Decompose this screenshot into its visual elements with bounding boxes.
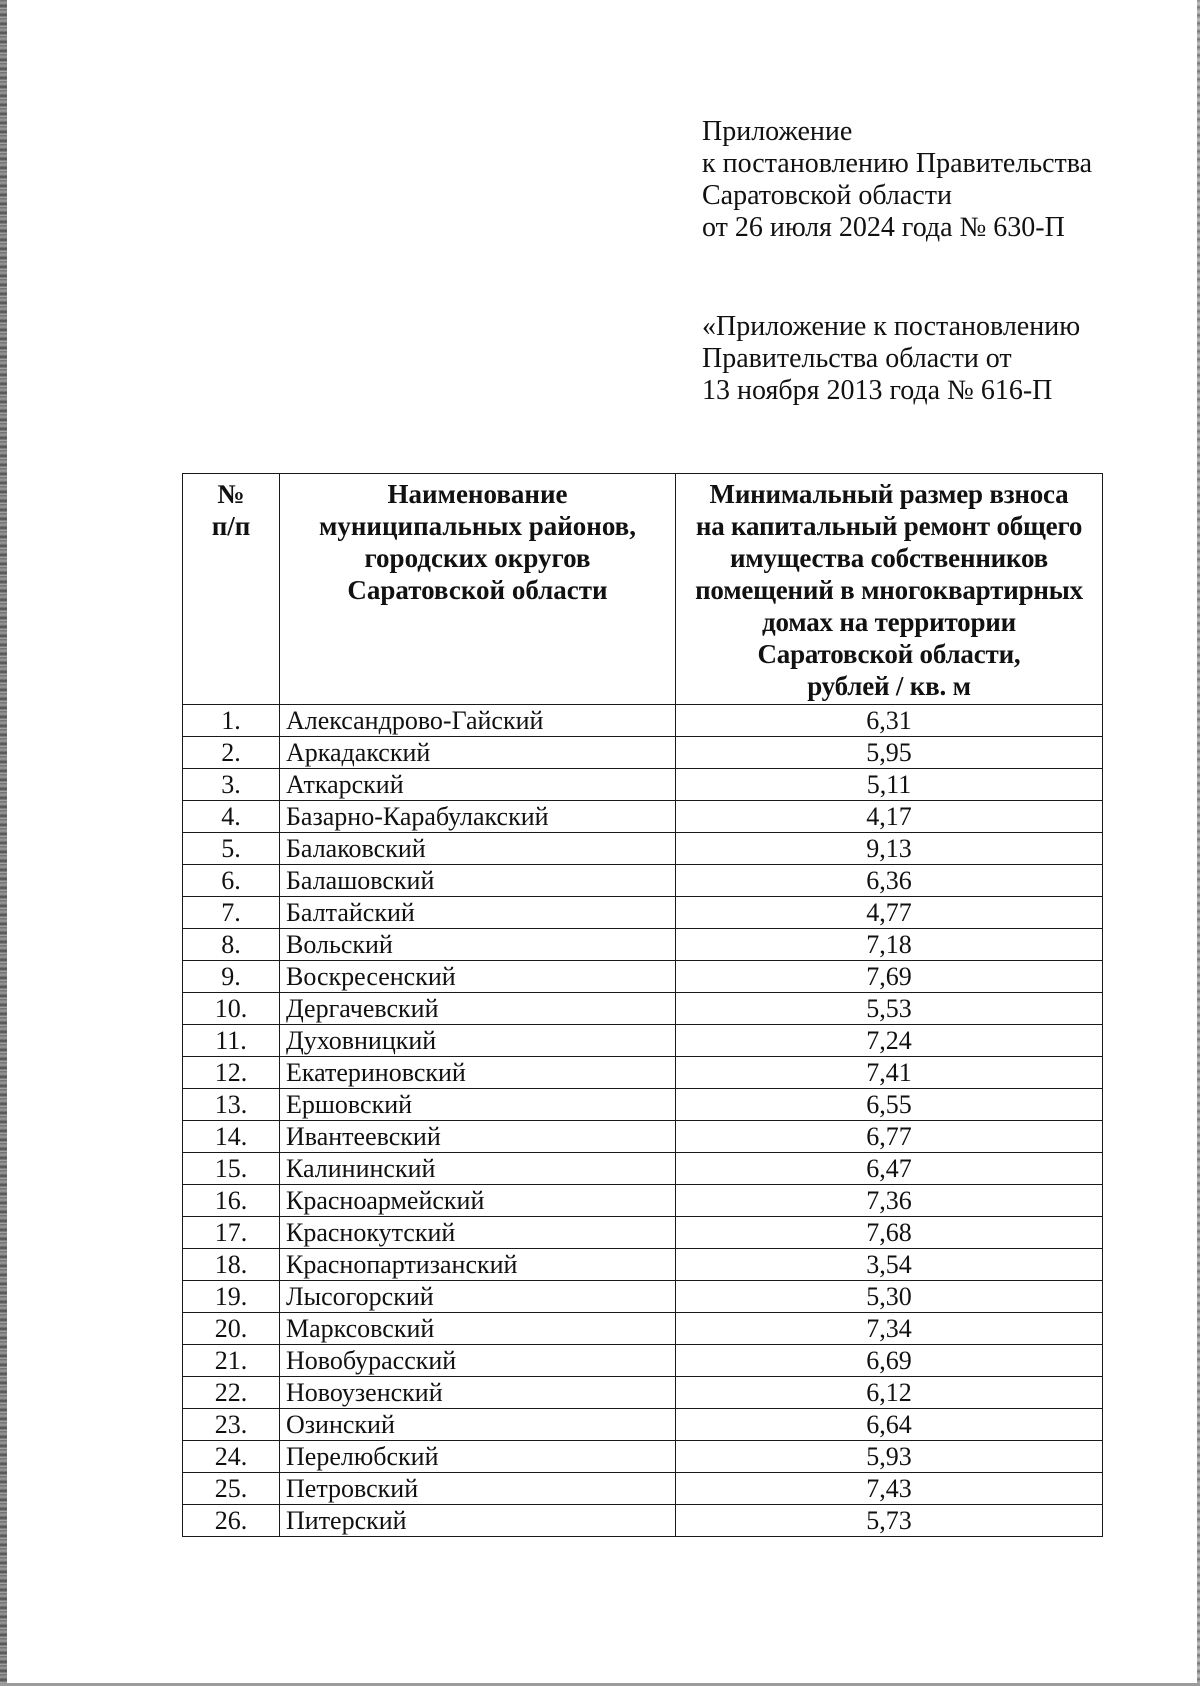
header-municipality-name (280, 474, 676, 705)
table-row (183, 1505, 1103, 1537)
row-rate: 6,12 (676, 1377, 1103, 1409)
row-rate: 7,18 (676, 929, 1103, 961)
row-municipality: Новобурасский (280, 1345, 676, 1377)
appendix-line-2: к постановлению Правительства (702, 148, 1093, 179)
row-number: 5. (183, 833, 280, 865)
row-municipality: Дергачевский (280, 993, 676, 1025)
row-number: 11. (183, 1025, 280, 1057)
row-municipality: Екатериновский (280, 1057, 676, 1089)
appendix-line-1: Приложение (702, 116, 853, 147)
row-rate: 5,11 (676, 769, 1103, 801)
table-row (183, 1025, 1103, 1057)
row-rate: 6,36 (676, 865, 1103, 897)
row-rate: 9,13 (676, 833, 1103, 865)
row-number: 12. (183, 1057, 280, 1089)
row-number: 9. (183, 961, 280, 993)
table-row (183, 833, 1103, 865)
row-number: 6. (183, 865, 280, 897)
table-row (183, 865, 1103, 897)
row-municipality: Базарно-Карабулакский (280, 801, 676, 833)
row-municipality: Питерский (280, 1505, 676, 1537)
row-municipality: Ершовский (280, 1089, 676, 1121)
row-number: 3. (183, 769, 280, 801)
header-name-line: Саратовской области (347, 575, 608, 605)
row-rate: 7,24 (676, 1025, 1103, 1057)
header-name-line: муниципальных районов, (318, 511, 636, 541)
table-row (183, 801, 1103, 833)
row-rate: 3,54 (676, 1249, 1103, 1281)
row-municipality: Калининский (280, 1153, 676, 1185)
row-municipality: Александрово-Гайский (280, 705, 676, 737)
row-rate: 6,69 (676, 1345, 1103, 1377)
table-row (183, 993, 1103, 1025)
table-row (183, 929, 1103, 961)
table-row (183, 1409, 1103, 1441)
row-number: 4. (183, 801, 280, 833)
row-number: 17. (183, 1217, 280, 1249)
header-name-line: Наименование (387, 479, 568, 509)
appendix-line-4: от 26 июля 2024 года № 630-П (702, 212, 1065, 243)
table-row (183, 737, 1103, 769)
row-municipality: Краснокутский (280, 1217, 676, 1249)
header-num-line: № (217, 479, 245, 509)
header-num-line: п/п (211, 511, 251, 541)
table-row (183, 705, 1103, 737)
row-municipality: Балаковский (280, 833, 676, 865)
row-rate: 6,77 (676, 1121, 1103, 1153)
row-municipality: Краснопартизанский (280, 1249, 676, 1281)
row-rate: 5,93 (676, 1441, 1103, 1473)
table-row (183, 1217, 1103, 1249)
table-row (183, 1185, 1103, 1217)
quote-line-2: Правительства области от (702, 343, 1012, 374)
row-number: 1. (183, 705, 280, 737)
row-municipality: Марксовский (280, 1313, 676, 1345)
row-number: 24. (183, 1441, 280, 1473)
table-row (183, 1153, 1103, 1185)
contribution-rates-table (182, 473, 1103, 1537)
row-rate: 7,41 (676, 1057, 1103, 1089)
row-rate: 5,30 (676, 1281, 1103, 1313)
row-municipality: Аркадакский (280, 737, 676, 769)
table-row (183, 1441, 1103, 1473)
row-rate: 6,55 (676, 1089, 1103, 1121)
row-municipality: Красноармейский (280, 1185, 676, 1217)
header-min-contribution (676, 474, 1103, 705)
row-number: 10. (183, 993, 280, 1025)
row-number: 18. (183, 1249, 280, 1281)
row-number: 8. (183, 929, 280, 961)
row-rate: 7,43 (676, 1473, 1103, 1505)
header-value-line: рублей / кв. м (807, 671, 971, 701)
header-value-line: Минимальный размер взноса (709, 479, 1069, 509)
row-rate: 7,36 (676, 1185, 1103, 1217)
row-number: 26. (183, 1505, 280, 1537)
table-body (183, 705, 1103, 1537)
row-number: 25. (183, 1473, 280, 1505)
header-value-line: домах на территории (762, 607, 1016, 637)
header-value-line: имущества собственников (729, 543, 1049, 573)
row-number: 19. (183, 1281, 280, 1313)
row-municipality: Духовницкий (280, 1025, 676, 1057)
quote-line-1: «Приложение к постановлению (702, 311, 1081, 342)
row-rate: 4,77 (676, 897, 1103, 929)
table-row (183, 1313, 1103, 1345)
quoted-appendix-header (702, 311, 1142, 407)
header-name-line: городских округов (364, 543, 591, 573)
row-number: 14. (183, 1121, 280, 1153)
table-row (183, 1121, 1103, 1153)
row-rate: 5,53 (676, 993, 1103, 1025)
header-value-line: Саратовской области, (757, 639, 1021, 669)
row-number: 22. (183, 1377, 280, 1409)
row-municipality: Воскресенский (280, 961, 676, 993)
row-municipality: Аткарский (280, 769, 676, 801)
row-municipality: Вольский (280, 929, 676, 961)
header-value-line: на капитальный ремонт общего (695, 511, 1083, 541)
table-row (183, 1473, 1103, 1505)
table-header-row (183, 474, 1103, 705)
row-municipality: Петровский (280, 1473, 676, 1505)
row-rate: 5,73 (676, 1505, 1103, 1537)
row-municipality: Новоузенский (280, 1377, 676, 1409)
row-number: 7. (183, 897, 280, 929)
table-row (183, 1249, 1103, 1281)
quote-line-3: 13 ноября 2013 года № 616-П (702, 375, 1053, 406)
appendix-header (702, 116, 1142, 244)
row-rate: 7,69 (676, 961, 1103, 993)
table-row (183, 1281, 1103, 1313)
table-row (183, 1057, 1103, 1089)
header-number (183, 474, 280, 705)
table-row (183, 897, 1103, 929)
row-number: 23. (183, 1409, 280, 1441)
row-municipality: Лысогорский (280, 1281, 676, 1313)
row-number: 15. (183, 1153, 280, 1185)
row-number: 13. (183, 1089, 280, 1121)
table-row (183, 1345, 1103, 1377)
row-number: 16. (183, 1185, 280, 1217)
table-row (183, 1377, 1103, 1409)
row-rate: 7,68 (676, 1217, 1103, 1249)
row-municipality: Балашовский (280, 865, 676, 897)
row-rate: 7,34 (676, 1313, 1103, 1345)
row-municipality: Перелюбский (280, 1441, 676, 1473)
row-number: 2. (183, 737, 280, 769)
row-rate: 4,17 (676, 801, 1103, 833)
row-municipality: Ивантеевский (280, 1121, 676, 1153)
table-row (183, 1089, 1103, 1121)
row-rate: 5,95 (676, 737, 1103, 769)
appendix-line-3: Саратовской области (702, 180, 952, 211)
row-rate: 6,64 (676, 1409, 1103, 1441)
scan-edge-left (0, 0, 7, 1686)
row-municipality: Озинский (280, 1409, 676, 1441)
table-row (183, 769, 1103, 801)
header-value-line: помещений в многоквартирных (695, 575, 1083, 605)
table-row (183, 961, 1103, 993)
row-rate: 6,47 (676, 1153, 1103, 1185)
row-municipality: Балтайский (280, 897, 676, 929)
row-number: 20. (183, 1313, 280, 1345)
row-number: 21. (183, 1345, 280, 1377)
row-rate: 6,31 (676, 705, 1103, 737)
